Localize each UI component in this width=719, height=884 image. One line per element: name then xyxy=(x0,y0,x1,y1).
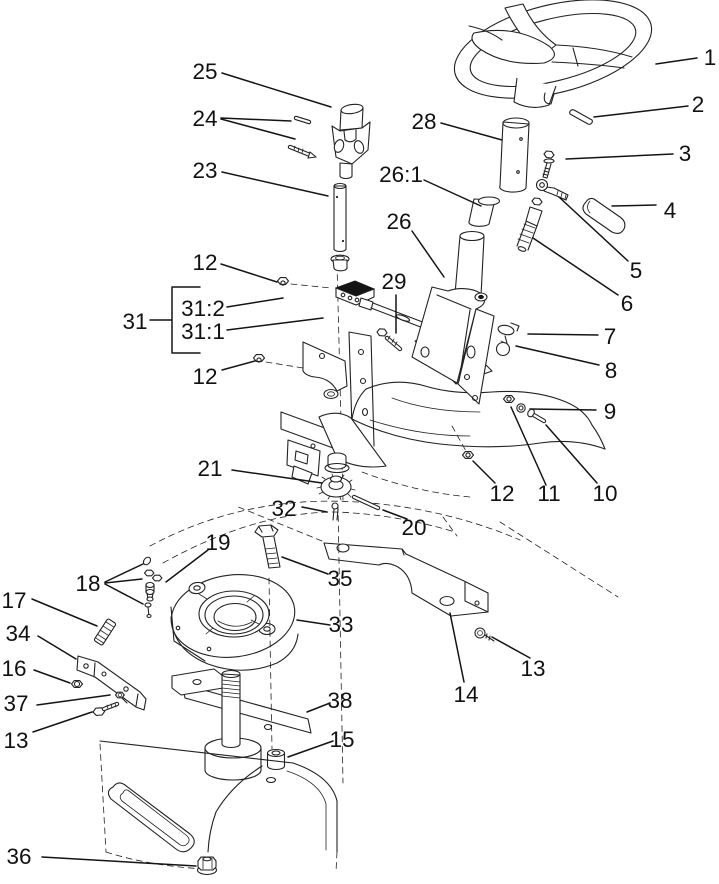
callout-12-mid: 12 xyxy=(192,364,218,389)
callout-7: 7 xyxy=(603,324,617,349)
callout-28: 28 xyxy=(411,109,437,134)
callout-17: 17 xyxy=(1,588,27,613)
callout-15: 15 xyxy=(329,727,355,752)
screw-right xyxy=(475,628,494,641)
callout-31-2: 31:2 xyxy=(181,296,225,321)
callout-10: 10 xyxy=(592,481,618,506)
callout-21: 21 xyxy=(197,456,223,481)
gear-housing xyxy=(319,382,605,467)
knob-ball xyxy=(497,341,510,356)
callout-37: 37 xyxy=(3,691,29,716)
universal-joint xyxy=(332,103,370,178)
callout-13-left: 13 xyxy=(3,728,29,753)
roll-pin xyxy=(570,110,593,125)
lock-pin xyxy=(497,323,519,343)
callout-36: 36 xyxy=(6,844,32,869)
callout-4: 4 xyxy=(663,198,677,223)
hex-bolt-long xyxy=(255,525,280,568)
hardware-cluster xyxy=(142,556,162,618)
callout-31-1: 31:1 xyxy=(181,319,225,344)
callout-9: 9 xyxy=(603,399,617,424)
callout-8: 8 xyxy=(604,358,618,383)
threaded-adjuster xyxy=(517,198,542,252)
upper-column-tube xyxy=(500,118,529,192)
callout-18: 18 xyxy=(75,571,101,596)
callout-6: 6 xyxy=(620,291,634,316)
callout-19: 19 xyxy=(205,530,231,555)
nut-16 xyxy=(72,681,83,688)
callout-20: 20 xyxy=(401,515,427,540)
callout-11: 11 xyxy=(537,481,561,506)
callout-29: 29 xyxy=(381,269,407,294)
callout-13-right: 13 xyxy=(520,656,546,681)
rod-end xyxy=(537,180,569,201)
flange-nut-mid xyxy=(254,355,304,368)
callout-26: 26 xyxy=(386,209,412,234)
callout-2: 2 xyxy=(691,92,705,117)
callout-3: 3 xyxy=(678,141,692,166)
callout-14: 14 xyxy=(453,682,479,707)
support-strap xyxy=(77,656,146,710)
callout-31: 31 xyxy=(122,309,148,334)
spring xyxy=(94,618,117,645)
cotter-pin xyxy=(332,503,338,520)
callout-26-1: 26:1 xyxy=(379,162,423,187)
flange-nut-36 xyxy=(198,857,217,875)
callout-5: 5 xyxy=(629,258,643,283)
callout-35: 35 xyxy=(327,566,353,591)
callout-1: 1 xyxy=(703,45,717,70)
steering-wheel xyxy=(444,0,661,116)
mount-flange xyxy=(166,568,299,671)
callout-24: 24 xyxy=(192,106,218,131)
shelf-bracket xyxy=(172,669,223,695)
callout-12-right: 12 xyxy=(489,481,515,506)
lock-nut-15 xyxy=(267,750,285,783)
callout-12-top: 12 xyxy=(192,250,218,275)
callout-32: 32 xyxy=(271,496,297,521)
callout-38: 38 xyxy=(327,688,353,713)
fastener-trio xyxy=(504,396,545,421)
bolt-13-left xyxy=(93,703,117,715)
callout-34: 34 xyxy=(5,621,31,646)
steering-shaft xyxy=(331,184,349,271)
grip-cylinder xyxy=(583,198,625,233)
flange-nut-right xyxy=(452,426,473,458)
callout-25: 25 xyxy=(192,59,218,84)
clevis-pin xyxy=(354,497,378,508)
hex-bolt-small xyxy=(543,151,554,178)
callout-16: 16 xyxy=(1,656,27,681)
flange-nut-top xyxy=(278,278,332,288)
callout-23: 23 xyxy=(192,158,218,183)
callout-33: 33 xyxy=(328,612,354,637)
